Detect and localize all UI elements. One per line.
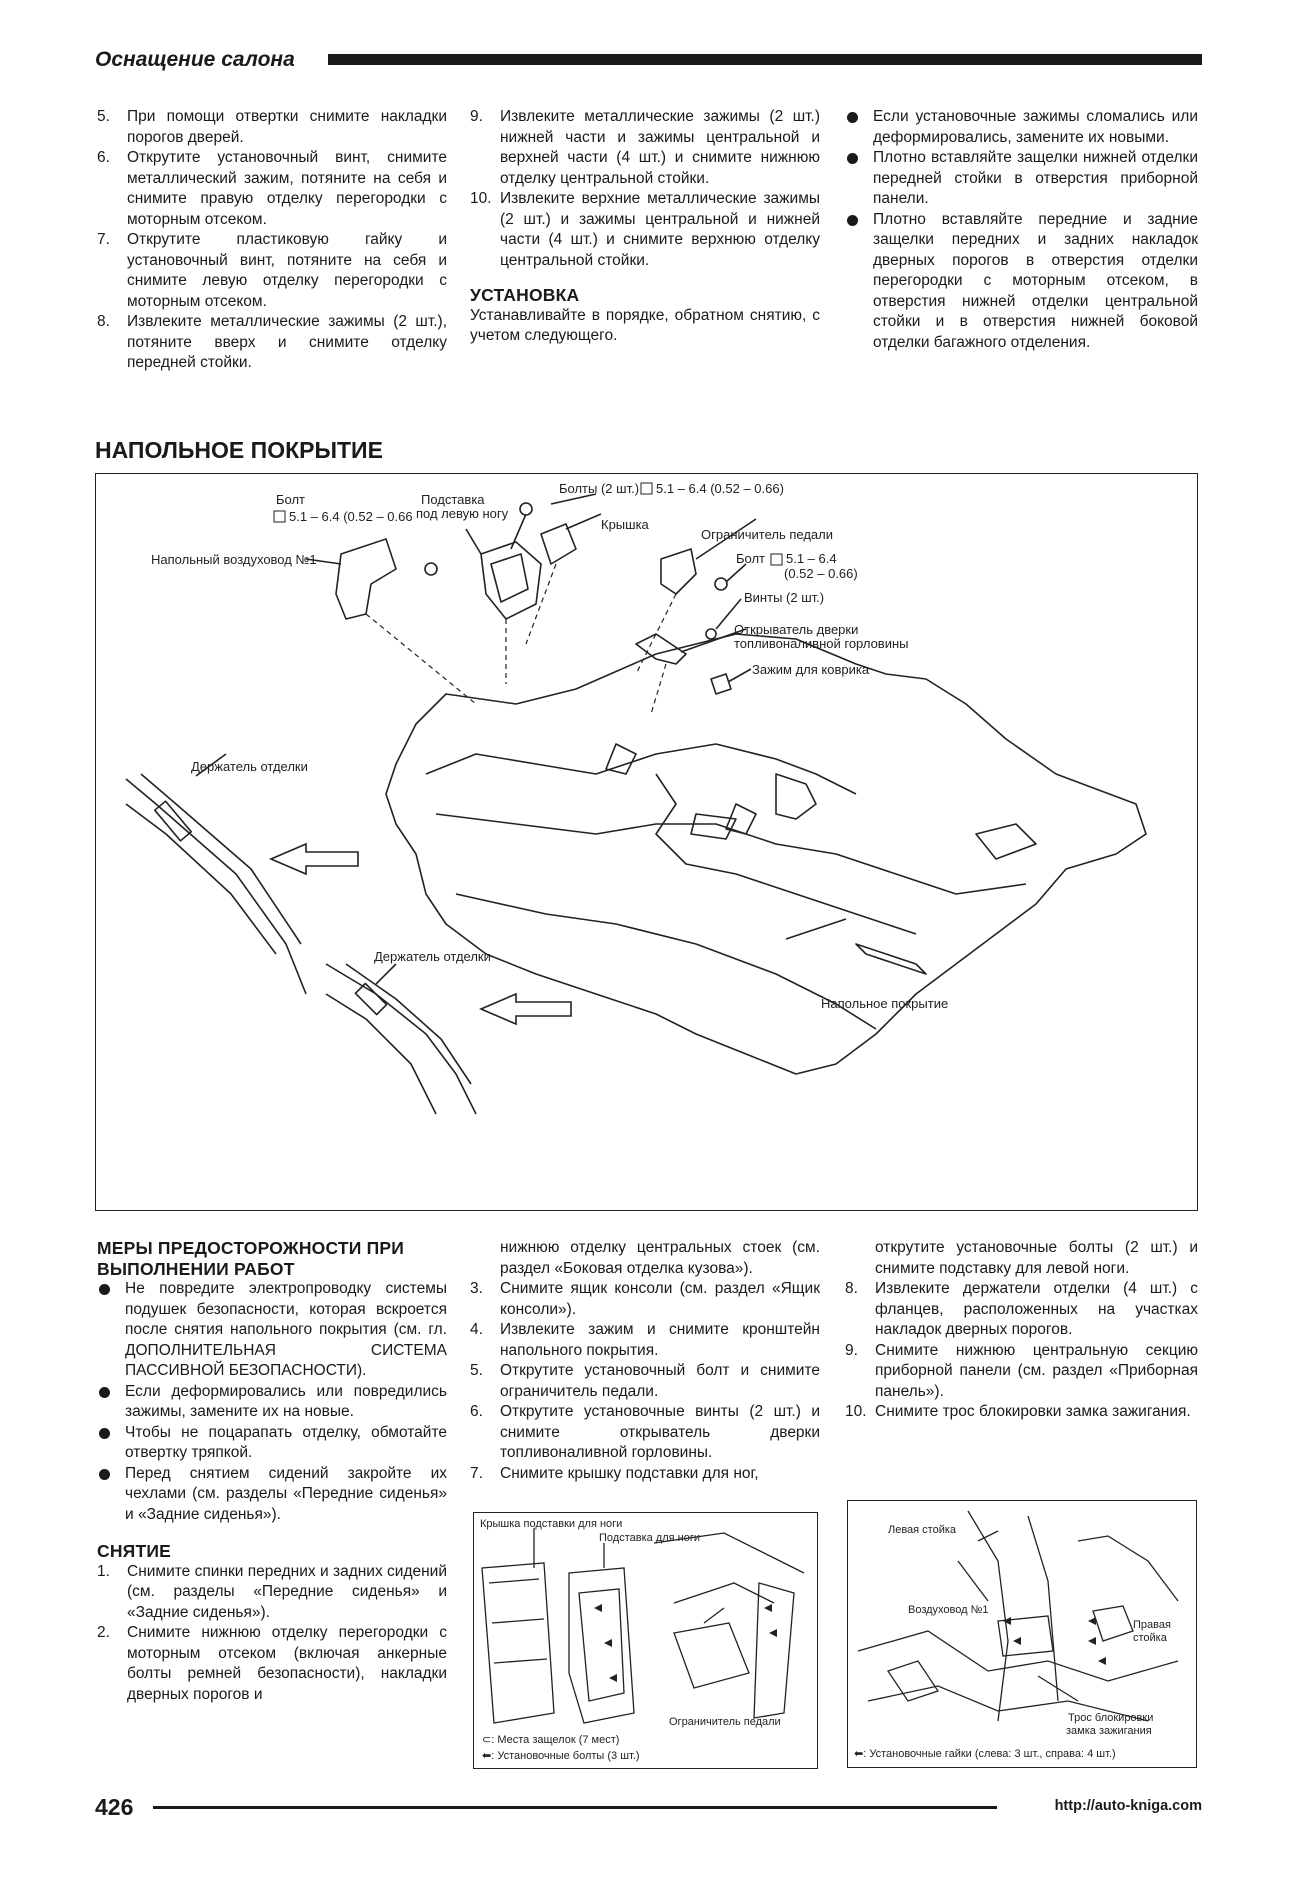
bottom-column-3 xyxy=(845,1238,1198,1423)
list-item: 6. Открутите установочные винты (2 шт.) и снимите открыватель дверки топливоналивной горловины. xyxy=(470,1403,820,1461)
floor-duct-part xyxy=(336,539,396,619)
list-item: 9. Извлеките металлические зажимы (2 шт.) нижней части и зажимы центральной и верхней части (4 шт.) и снимите нижнюю отделку центральной стойки. xyxy=(470,108,820,187)
list-item: 2. Снимите нижнюю отделку перегородки с моторным отсеком (включая анкерные болты ремней безопасности), накладки дверных порогов и xyxy=(97,1624,447,1703)
list-item: 5. При помощи отвертки снимите накладки порогов дверей. xyxy=(97,108,447,146)
bullet-item: Плотно вставляйте защелки нижней отделки передней стойки в отверстия приборной панели. xyxy=(845,148,1198,210)
list-item: 10. Снимите трос блокировки замка зажигания. xyxy=(845,1403,1191,1420)
footer-rule xyxy=(153,1806,997,1809)
list-item: 8. Извлеките держатели отделки (4 шт.) с фланцев, расположенных на участках накладок дверных порогов. xyxy=(845,1280,1198,1338)
label-trim-holder: Держатель отделки xyxy=(191,759,308,774)
label-pedal-stopper: Ограничитель педали xyxy=(669,1716,781,1728)
label-left-pillar: Левая стойка xyxy=(888,1524,957,1536)
header-title: Оснащение салона xyxy=(95,48,295,71)
label-floor-covering: Напольное покрытие xyxy=(821,996,949,1011)
bullet-item: Плотно вставляйте передние и задние защелки передних и задних накладок дверных порогов в отверстия отделки перегородки с моторным отсеком, в отверстия нижней отделки центральной стойки и в отверстия нижней боковой отделки багажного отделения. xyxy=(845,210,1198,354)
label-bolts: Болты (2 шт.) xyxy=(559,481,640,496)
label-bolt: Болт xyxy=(736,551,766,566)
floor-covering-diagram xyxy=(95,473,1198,1211)
bullet-icon xyxy=(847,112,858,123)
bullet-item: Перед снятием сидений закройте их чехлами (см. разделы «Передние сиденья» и «Задние сиденья»). xyxy=(97,1464,447,1526)
pedal-stopper-part xyxy=(661,549,696,594)
header-rule xyxy=(328,54,1202,65)
bullet-icon xyxy=(99,1428,110,1439)
label-right-pillar: Правая xyxy=(1133,1619,1171,1631)
list-item: 1. Снимите спинки передних и задних сидений (см. разделы «Передние сиденья» и «Задние сиденья»). xyxy=(97,1562,447,1621)
label-footrest: Подставка xyxy=(421,492,485,507)
bullet-icon xyxy=(847,215,858,226)
legend-nut: ⬅: Установочные гайки (слева: 3 шт., справа: 4 шт.) xyxy=(854,1748,1116,1760)
label-duct: Воздуховод №1 xyxy=(908,1604,989,1616)
label-pedal-stopper: Ограничитель педали xyxy=(701,527,834,542)
ignition-cable-diagram xyxy=(847,1500,1197,1768)
label-cable: замка зажигания xyxy=(1066,1725,1152,1737)
bottom-column-2 xyxy=(470,1238,820,1484)
label-screws: Винты (2 шт.) xyxy=(744,590,825,605)
list-item: 7. Снимите крышку подставки для ног, xyxy=(470,1464,759,1482)
list-item: 7. Открутите пластиковую гайку и установочный винт, потяните на себя и снимите левую отделку перегородки с моторным отсеком. xyxy=(97,231,447,310)
torque-icon xyxy=(274,511,285,522)
page-number: 426 xyxy=(95,1794,134,1820)
bullet-icon xyxy=(99,1284,110,1295)
label-cover: Крышка xyxy=(601,517,649,532)
torque-icon xyxy=(641,483,652,494)
removal-heading: СНЯТИЕ xyxy=(97,1541,171,1561)
label-bolt: Болт xyxy=(276,492,306,507)
footrest-svg xyxy=(474,1513,816,1767)
label-torque: 5.1 – 6.4 xyxy=(786,551,837,566)
precautions-heading: МЕРЫ ПРЕДОСТОРОЖНОСТИ ПРИ ВЫПОЛНЕНИИ РАБОТ xyxy=(97,1238,405,1279)
list-item: 9. Снимите нижнюю центральную секцию приборной панели (см. раздел «Приборная панель»). xyxy=(845,1341,1198,1400)
bullet-icon xyxy=(847,153,858,164)
list-item: 6. Открутите установочный винт, снимите металлический зажим, потяните на себя и снимите правую отделку перегородки с моторным отсеком. xyxy=(97,149,447,228)
install-text: Устанавливайте в порядке, обратном снятию, с учетом следующего. xyxy=(470,306,820,344)
label-torque: (0.52 – 0.66) xyxy=(784,566,858,581)
label-right-pillar: стойка xyxy=(1133,1632,1167,1644)
label-trim-holder: Держатель отделки xyxy=(374,949,491,964)
footrest-part xyxy=(481,542,541,619)
bottom-column-1 xyxy=(97,1238,447,1705)
page-footer xyxy=(95,1794,1202,1822)
list-item: 8. Извлеките металлические зажимы (2 шт.), потяните вверх и снимите отделку передней стойки. xyxy=(97,313,447,371)
cover-part xyxy=(541,524,576,564)
top-column-3 xyxy=(845,107,1198,353)
label-footrest: Подставка для ноги xyxy=(599,1532,701,1544)
running-header xyxy=(95,48,1202,72)
bullet-icon xyxy=(99,1469,110,1480)
list-item: 4. Извлеките зажим и снимите кронштейн напольного покрытия. xyxy=(470,1321,820,1359)
bullet-item: Если установочные зажимы сломались или деформировались, замените их новыми. xyxy=(845,107,1198,148)
bullet-item: Чтобы не поцарапать отделку, обмотайте отвертку тряпкой. xyxy=(97,1423,447,1464)
label-floor-duct: Напольный воздуховод №1 xyxy=(151,552,317,567)
list-item: 5. Открутите установочный болт и снимите ограничитель педали. xyxy=(470,1362,820,1400)
label-fuel-opener: Открыватель дверки xyxy=(734,622,859,637)
label-torque: 5.1 – 6.4 (0.52 – 0.66 xyxy=(289,509,413,524)
diagram-svg xyxy=(96,474,1196,1209)
list-item: 10. Извлеките верхние металлические зажимы (2 шт.) и зажимы центральной и нижней части (4 шт.) и снимите верхнюю отделку центральной стойки. xyxy=(470,190,820,269)
arrow-left-icon xyxy=(481,994,571,1024)
bullet-item: Если деформировались или повредились зажимы, замените их на новые. xyxy=(97,1382,447,1423)
legend-latch: ⊂: Места защелок (7 мест) xyxy=(482,1734,620,1746)
bullet-item: Не повредите электропроводку системы подушек безопасности, которая вскроется после снятия напольного покрытия (см. гл. ДОПОЛНИТЕЛЬНАЯ СИСТЕМА ПАССИВНОЙ БЕЗОПАСНОСТИ). xyxy=(97,1279,447,1382)
install-heading: УСТАНОВКА xyxy=(470,285,580,305)
section-title: НАПОЛЬНОЕ ПОКРЫТИЕ xyxy=(95,437,383,463)
continued-text: открутите установочные болты (2 шт.) и снимите подставку для левой ноги. xyxy=(875,1239,1198,1277)
label-cable: Трос блокировки xyxy=(1068,1712,1154,1724)
label-torque: 5.1 – 6.4 (0.52 – 0.66) xyxy=(656,481,784,496)
footer-url: http://auto-kniga.com xyxy=(1054,1798,1202,1814)
bullet-icon xyxy=(99,1387,110,1398)
label-footrest: под левую ногу xyxy=(416,506,509,521)
label-footrest-cover: Крышка подставки для ноги xyxy=(480,1518,623,1530)
label-mat-clip: Зажим для коврика xyxy=(752,662,870,677)
top-column-1 xyxy=(97,107,447,374)
list-item: 3. Снимите ящик консоли (см. раздел «Ящик консоли»). xyxy=(470,1280,820,1318)
continued-text: нижнюю отделку центральных стоек (см. раздел «Боковая отделка кузова»). xyxy=(500,1239,820,1277)
ignition-svg xyxy=(848,1501,1195,1766)
footrest-diagram xyxy=(473,1512,818,1769)
arrow-left-icon xyxy=(271,844,358,874)
label-fuel-opener: топливоналивной горловины xyxy=(734,636,909,651)
legend-bolt: ⬅: Установочные болты (3 шт.) xyxy=(482,1750,640,1762)
top-column-2 xyxy=(470,107,820,347)
torque-icon xyxy=(771,554,782,565)
